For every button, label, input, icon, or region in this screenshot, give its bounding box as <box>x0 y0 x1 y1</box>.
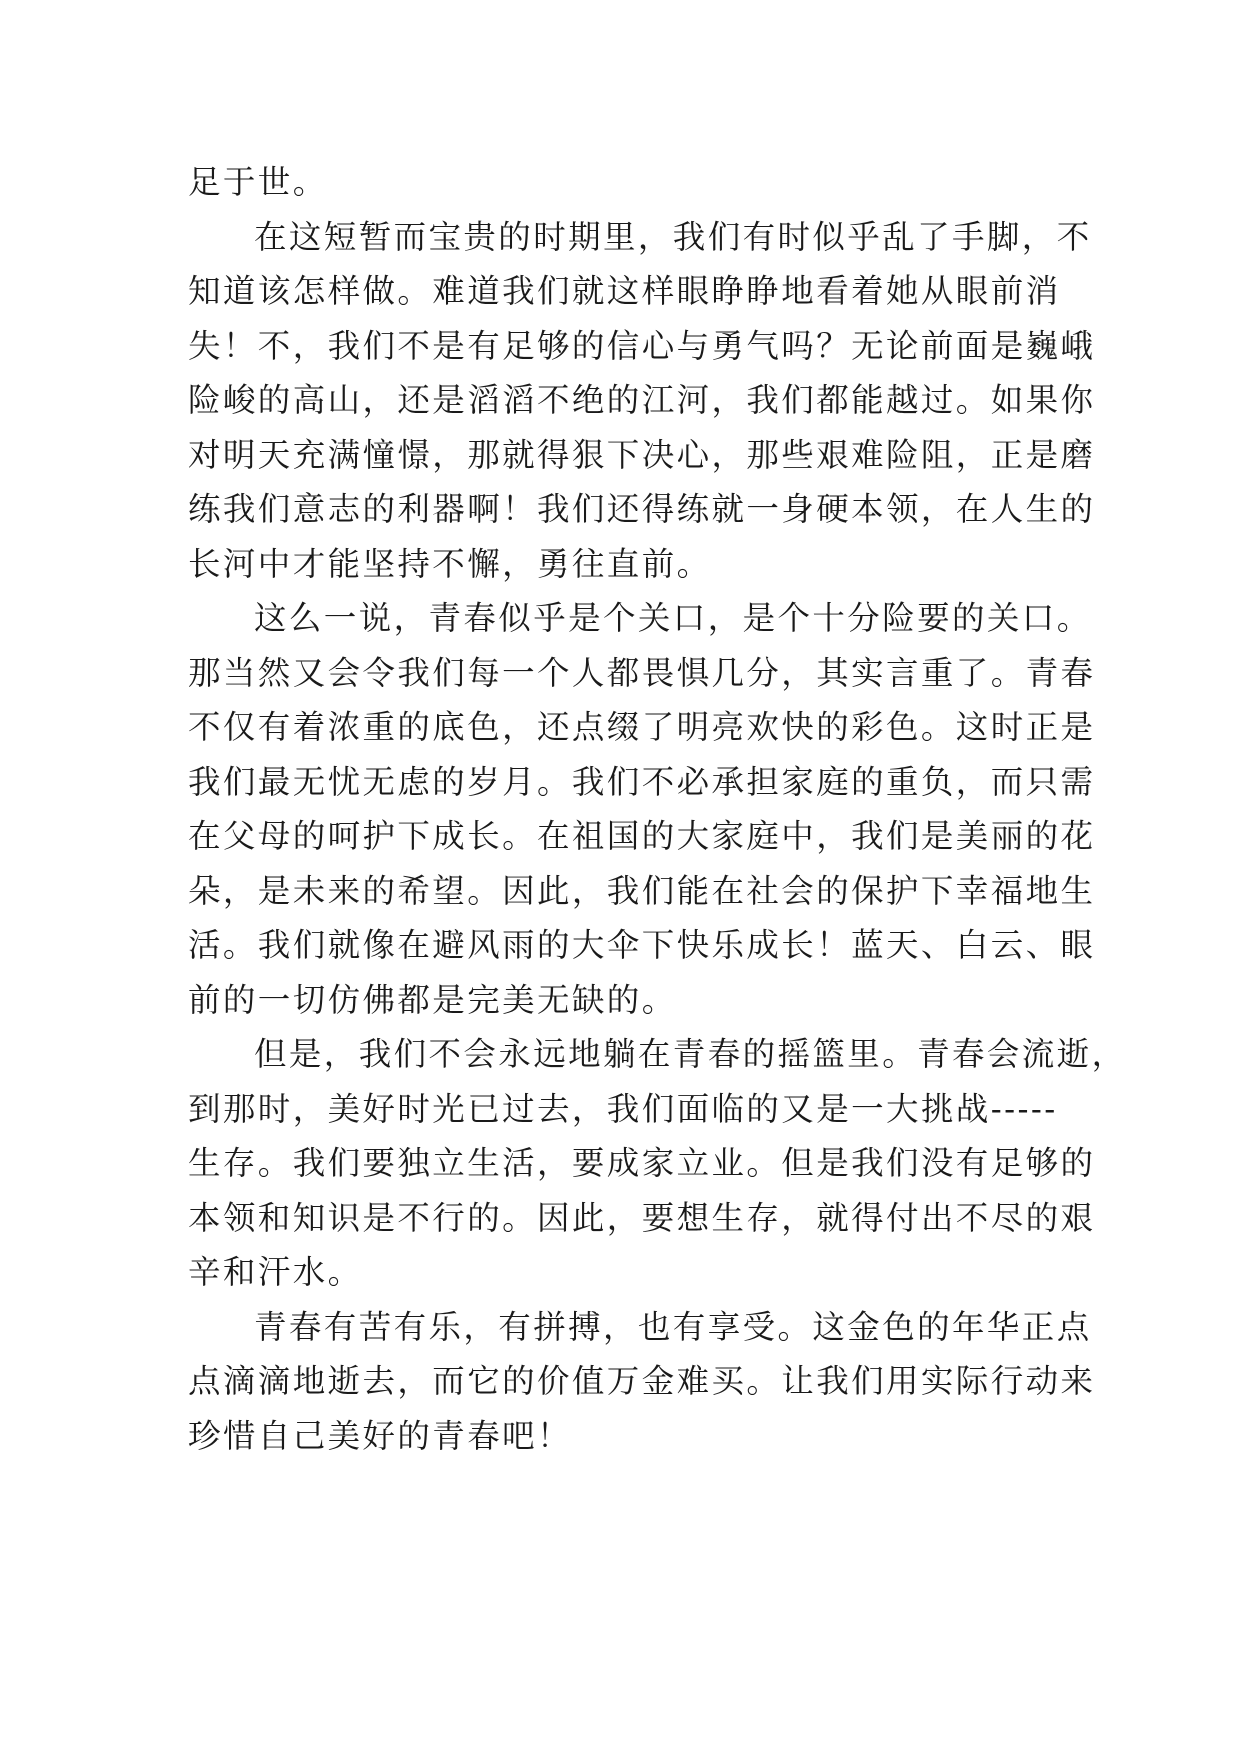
text-line: 点滴滴地逝去，而它的价值万金难买。让我们用实际行动来 <box>188 1362 1096 1400</box>
text-line: 到那时，美好时光已过去，我们面临的又是一大挑战----- <box>188 1089 1058 1128</box>
text-line: 那当然又会令我们每一个人都畏惧几分，其实言重了。青春 <box>188 653 1096 692</box>
text-line: 失！不，我们不是有足够的信心与勇气吗？无论前面是巍峨 <box>188 326 1096 365</box>
text-line: 珍惜自己美好的青春吧！ <box>188 1416 572 1455</box>
paragraph-2 <box>188 210 1096 592</box>
text-line: 生存。我们要独立生活，要成家立业。但是我们没有足够的 <box>188 1144 1096 1182</box>
text-line: 活。我们就像在避风雨的大伞下快乐成长！蓝天、白云、眼 <box>188 926 1096 964</box>
text-line: 我们最无忧无虑的岁月。我们不必承担家庭的重负，而只需 <box>188 762 1096 801</box>
text-line: 在这短暂而宝贵的时期里，我们有时似乎乱了手脚，不 <box>254 217 1092 256</box>
paragraph-4 <box>188 1027 1127 1300</box>
text-line: 练我们意志的利器啊！我们还得练就一身硬本领，在人生的 <box>188 490 1096 528</box>
text-line: 险峻的高山，还是滔滔不绝的江河，我们都能越过。如果你 <box>188 381 1096 419</box>
paragraph-5 <box>188 1300 1096 1464</box>
text-line: 前的一切仿佛都是完美无缺的。 <box>188 980 677 1019</box>
text-line: 辛和汗水。 <box>188 1253 363 1291</box>
text-line: 这么一说，青春似乎是个关口，是个十分险要的关口。 <box>254 599 1092 637</box>
text-line: 知道该怎样做。难道我们就这样眼睁睁地看着她从眼前消 <box>188 272 1061 310</box>
text-line: 对明天充满憧憬，那就得狠下决心，那些艰难险阻，正是磨 <box>188 435 1096 474</box>
text-line: 本领和知识是不行的。因此，要想生存，就得付出不尽的艰 <box>188 1198 1096 1237</box>
body-text <box>188 155 1127 1463</box>
text-line: 在父母的呵护下成长。在祖国的大家庭中，我们是美丽的花 <box>188 817 1096 855</box>
text-line: 青春有苦有乐，有拼搏，也有享受。这金色的年华正点 <box>254 1307 1092 1346</box>
text-line: 但是，我们不会永远地躺在青春的摇篮里。青春会流逝， <box>254 1035 1127 1073</box>
paragraph-3 <box>188 591 1096 1027</box>
text-line: 不仅有着浓重的底色，还点缀了明亮欢快的彩色。这时正是 <box>188 708 1096 746</box>
text-line: 朵，是未来的希望。因此，我们能在社会的保护下幸福地生 <box>188 871 1096 910</box>
text-line: 长河中才能坚持不懈，勇往直前。 <box>188 544 712 583</box>
text-line: 足于世。 <box>188 163 328 201</box>
paragraph-1 <box>188 155 1088 210</box>
